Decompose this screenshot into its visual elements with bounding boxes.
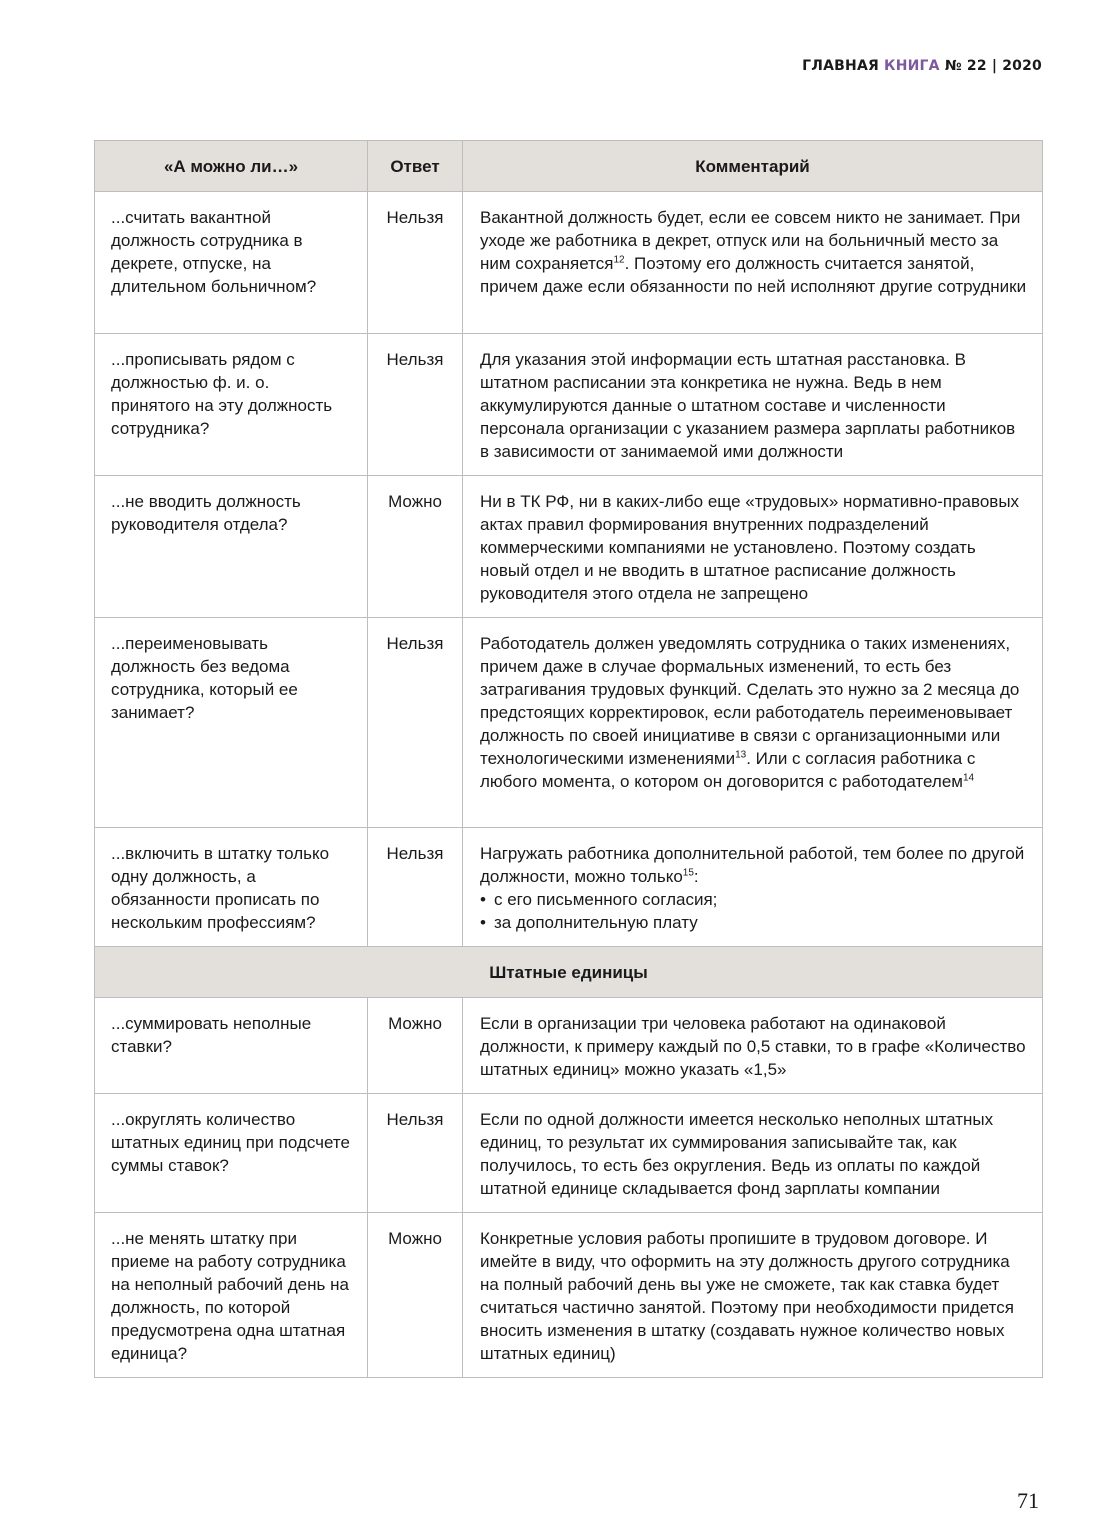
question-cell: ...не вводить должность руководителя отдела?: [95, 476, 368, 618]
comment-text: Нагружать работника дополнительной работой, тем более по другой должности, можно только: [480, 844, 1025, 886]
table-row: [95, 334, 1043, 476]
comment-cell: Если в организации три человека работают на одинаковой должности, к примеру каждый по 0,5 ставки, то в графе «Количество штатных единиц» можно указать «1,5»: [463, 998, 1043, 1094]
table-row: [95, 998, 1043, 1094]
question-cell: ...включить в штатку только одну должность, а обязанности прописать по нескольким профессиям?: [95, 828, 368, 947]
answer-cell: Нельзя: [368, 618, 463, 828]
footnote-ref: 14: [962, 772, 975, 784]
issue-number: № 22 | 2020: [944, 58, 1042, 74]
qa-table: [94, 140, 1043, 1378]
bullet-item: • с его письменного согласия;: [480, 888, 1028, 911]
answer-cell: Можно: [368, 476, 463, 618]
question-cell: ...прописывать рядом с должностью ф. и. о. принятого на эту должность сотрудника?: [95, 334, 368, 476]
table-row: [95, 476, 1043, 618]
comment-text-continued: . Или с согласия работника с любого момента, о котором он договорится с работодателем: [480, 749, 976, 791]
comment-cell: Конкретные условия работы пропишите в трудовом договоре. И имейте в виду, что оформить на эту должность другого сотрудника на полный рабочий день вы уже не сможете, так как ставка будет считаться частично занятой. Поэтому при необходимости придется вносить изменения в штатку (создавать нужное количество новых штатных единиц): [463, 1213, 1043, 1378]
table-row: [95, 1213, 1043, 1378]
page-number: 71: [1017, 1488, 1039, 1513]
comment-cell: [463, 618, 1043, 828]
table-row: [95, 618, 1043, 828]
answer-cell: Нельзя: [368, 334, 463, 476]
question-cell: ...считать вакантной должность сотрудника в декрете, отпуске, на длительном больничном?: [95, 192, 368, 334]
comment-cell: [463, 828, 1043, 947]
answer-cell: Нельзя: [368, 828, 463, 947]
comment-text-continued: :: [693, 867, 699, 886]
comment-cell: Ни в ТК РФ, ни в каких-либо еще «трудовых» нормативно-правовых актах правил формирования внутренних подразделений коммерческими компаниями не установлено. Поэтому создать новый отдел и не вводить в штатное расписание должность руководителя этого отдела не запрещено: [463, 476, 1043, 618]
comment-cell: Для указания этой информации есть штатная расстановка. В штатном расписании эта конкретика не нужна. Ведь в нем аккумулируются данные о штатном составе и численности персонала организации с указанием размера зарплаты работников в зависимости от занимаемой ими должности: [463, 334, 1043, 476]
table-row: [95, 828, 1043, 947]
section-row: [95, 947, 1043, 998]
table-header-row: [95, 141, 1043, 192]
comment-cell: [463, 192, 1043, 334]
comment-text: Работодатель должен уведомлять сотрудника о таких изменениях, причем даже в случае формальных изменений, то есть без затрагивания трудовых функций. Сделать это нужно за 2 месяца до предстоящих корректировок, если работодатель переименовывает должность по своей инициативе в связи с организационными или технологическими изменениями: [480, 634, 1020, 768]
footnote-ref: 12: [613, 254, 625, 266]
magazine-masthead: [802, 58, 1042, 74]
comment-cell: Если по одной должности имеется несколько неполных штатных единиц, то результат их суммирования записывайте так, как получилось, то есть без округления. Ведь из оплаты по каждой штатной единице складывается фонд зарплаты компании: [463, 1094, 1043, 1213]
comment-text: Вакантной должность будет, если ее совсем никто не занимает. При уходе же работника в декрет, отпуск или на больничный место за ним сохраняется: [480, 208, 1021, 273]
magazine-name-part2: КНИГА: [884, 58, 940, 74]
comment-text-continued: . Поэтому его должность считается занятой, причем даже если обязанности по ней исполняют другие сотрудники: [480, 254, 1027, 296]
question-cell: ...округлять количество штатных единиц при подсчете суммы ставок?: [95, 1094, 368, 1213]
column-header-question: «А можно ли…»: [95, 141, 368, 192]
section-title: Штатные единицы: [95, 947, 1043, 998]
table-row: [95, 192, 1043, 334]
answer-cell: Можно: [368, 1213, 463, 1378]
question-cell: ...не менять штатку при приеме на работу сотрудника на неполный рабочий день на должность, по которой предусмотрена одна штатная единица?: [95, 1213, 368, 1378]
question-cell: ...переименовывать должность без ведома сотрудника, который ее занимает?: [95, 618, 368, 828]
bullet-list: [480, 888, 1028, 934]
footnote-ref: 15: [682, 867, 694, 879]
comment-intro: [480, 842, 1028, 888]
bullet-item: • за дополнительную плату: [480, 911, 1028, 934]
column-header-answer: Ответ: [368, 141, 463, 192]
table-row: [95, 1094, 1043, 1213]
question-cell: ...суммировать неполные ставки?: [95, 998, 368, 1094]
answer-cell: Нельзя: [368, 1094, 463, 1213]
answer-cell: Нельзя: [368, 192, 463, 334]
answer-cell: Можно: [368, 998, 463, 1094]
column-header-comment: Комментарий: [463, 141, 1043, 192]
magazine-name-part1: ГЛАВНАЯ: [802, 58, 879, 74]
footnote-ref: 13: [735, 749, 747, 761]
